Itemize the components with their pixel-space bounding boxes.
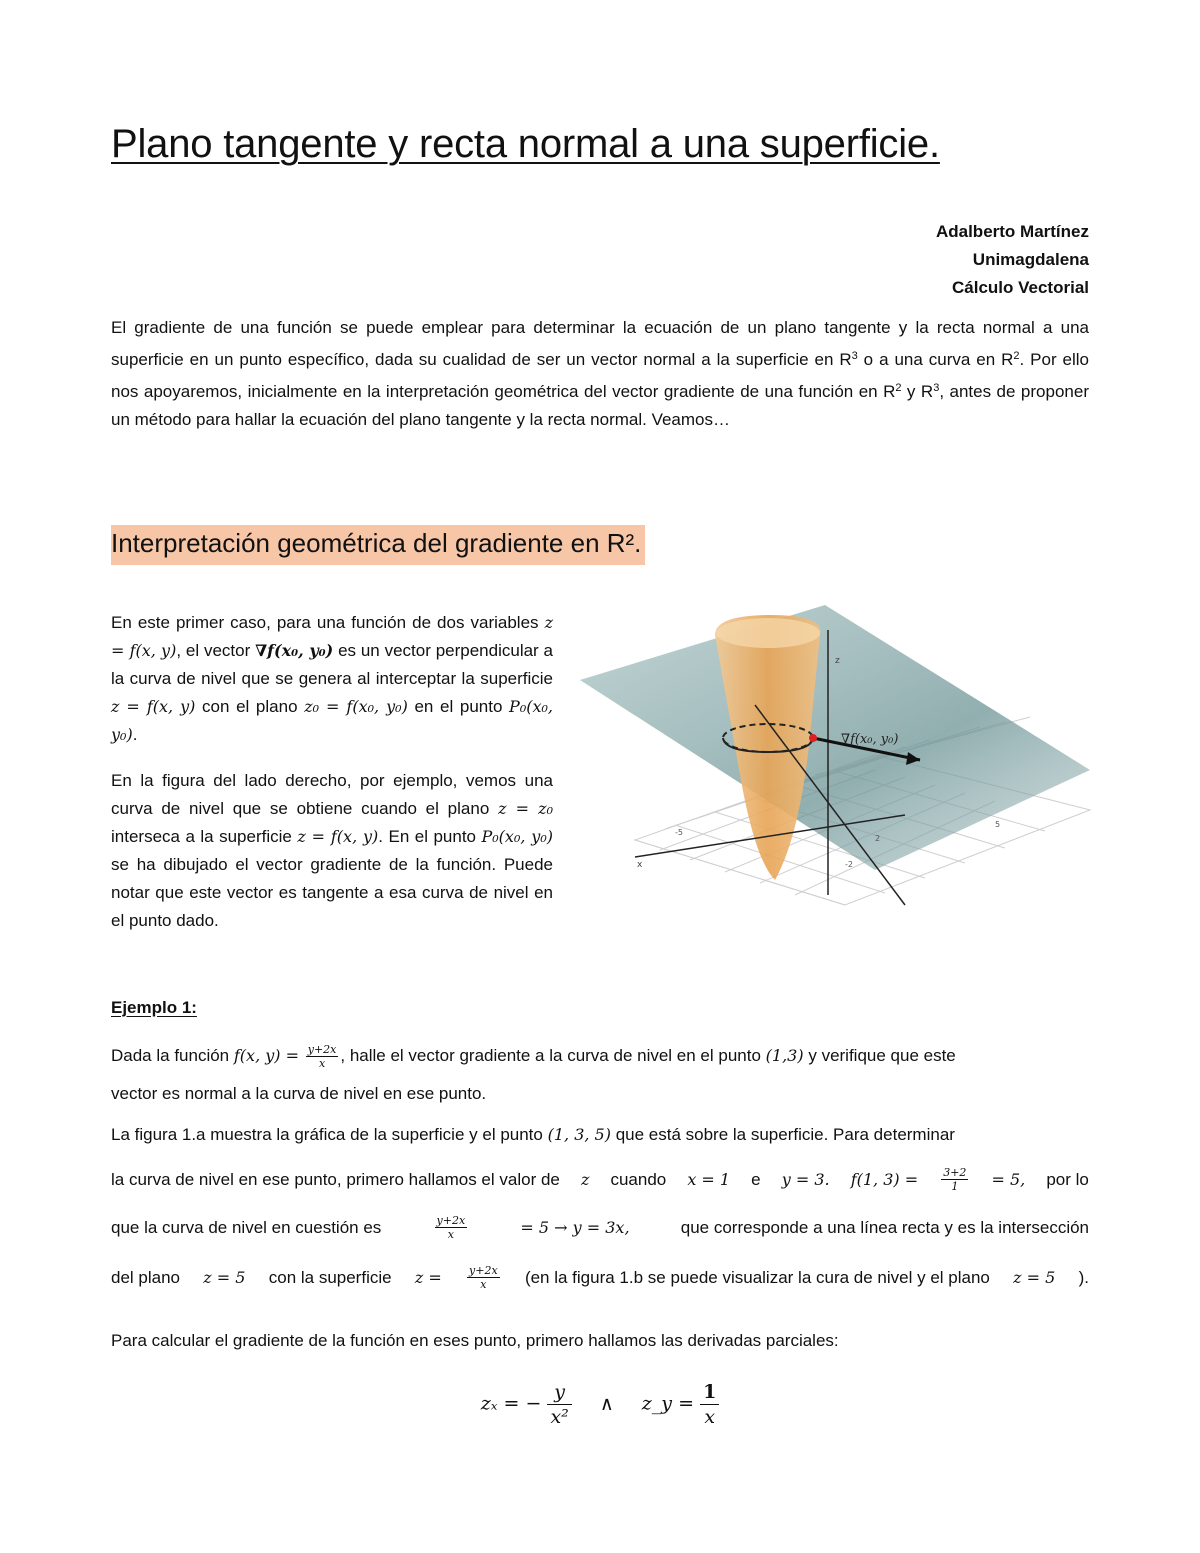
tick-label: -5 xyxy=(675,828,683,837)
example-line-5 xyxy=(111,1214,1089,1241)
text: que corresponde a una línea recta y es la intersección xyxy=(680,1217,1089,1237)
math-inline: = 5, xyxy=(991,1170,1026,1189)
text: cuando xyxy=(610,1169,667,1189)
text: Dada la función xyxy=(111,1045,230,1065)
tick-label: 2 xyxy=(875,834,881,843)
math-inline: z₀ = f(x₀, y₀) xyxy=(304,697,408,716)
example-title: Ejemplo 1: xyxy=(111,998,197,1017)
intro-text: y R xyxy=(901,382,934,401)
fraction-denominator: x² xyxy=(550,1406,569,1428)
text: (en la figura 1.b se puede visualizar la cura de nivel y el plano xyxy=(524,1267,990,1287)
example-line-7: Para calcular el gradiente de la función en eses punto, primero hallamos las derivadas parciales: xyxy=(111,1331,839,1350)
fraction-numerator: y xyxy=(547,1380,571,1405)
fraction xyxy=(306,1043,339,1070)
text: En este primer caso, para una función de dos variables xyxy=(111,613,539,632)
sup: 2 xyxy=(1013,350,1020,362)
intro-text: o a una curva en R xyxy=(857,350,1014,369)
math-inline: z = z₀ xyxy=(498,799,554,818)
sup: 3 xyxy=(851,350,858,362)
section-paragraph-1 xyxy=(111,609,553,749)
fraction-denominator: x xyxy=(318,1057,326,1070)
text: que está sobre la superficie. Para determinar xyxy=(615,1125,955,1144)
author-name: Adalberto Martínez xyxy=(935,222,1089,241)
text: con la superficie xyxy=(268,1267,392,1287)
text: interseca a la superficie xyxy=(111,827,292,846)
math-inline: z = f(x, y) xyxy=(111,613,553,660)
text: por lo xyxy=(1046,1169,1089,1189)
example-line-3 xyxy=(111,1125,1089,1145)
math-inline: z = xyxy=(414,1268,442,1287)
text: es un vector perpendicular a la curva de nivel que se genera al interceptar la superficie xyxy=(111,641,553,688)
math-inline: z xyxy=(580,1170,590,1189)
math-inline: f(1, 3) = xyxy=(850,1170,919,1189)
math-inline: z = f(x, y) xyxy=(297,827,379,846)
fraction-denominator: x xyxy=(480,1278,487,1291)
course-name: Cálculo Vectorial xyxy=(952,278,1089,297)
math-inline: x = 1 xyxy=(687,1170,731,1189)
text: En la figura del lado derecho, por ejemplo, vemos una curva de nivel que se obtiene cuando el plano xyxy=(111,771,553,818)
math-inline: (1, 3, 5) xyxy=(547,1125,611,1144)
gradient-label: ∇f(x₀, y₀) xyxy=(841,732,899,747)
surface-top xyxy=(716,618,820,648)
math-inline: f(x, y) = xyxy=(233,1045,300,1065)
fraction xyxy=(435,1214,468,1241)
fraction-numerator: y+2x xyxy=(307,1043,337,1056)
tick-label: 5 xyxy=(995,820,1001,829)
tick-label: -2 xyxy=(845,860,853,869)
fraction-denominator: x xyxy=(447,1228,454,1241)
text: se ha dibujado el vector gradiente de la función. Puede notar que este vector es tangente a esa curva de nivel en el punto dado. xyxy=(111,855,553,930)
fraction xyxy=(547,1380,571,1429)
fraction xyxy=(467,1264,500,1291)
intro-text: . Por ello nos apoyaremos, inicialmente en la interpretación geométrica del vector gradiente de una función en R xyxy=(111,350,1090,401)
text: , halle el vector gradiente a la curva de nivel en el punto xyxy=(340,1045,761,1065)
intro-text: El gradiente de una función se puede emplear para determinar la ecuación de un plano tangente y la recta normal a una superficie en un punto específico, dada su cualidad de ser un vector normal a la superficie en R xyxy=(111,318,1089,369)
fraction-numerator: y+2x xyxy=(436,1214,466,1227)
text: en el punto xyxy=(414,697,503,716)
fraction-numerator: 3+2 xyxy=(943,1166,967,1179)
fraction-denominator: 1 xyxy=(951,1180,959,1193)
example-line-6 xyxy=(111,1264,1089,1291)
fraction-numerator: 1 xyxy=(700,1380,719,1405)
partial-derivatives-equation xyxy=(0,1380,1200,1429)
point-p0 xyxy=(809,734,817,742)
fraction xyxy=(941,1166,968,1193)
axis-x-label: x xyxy=(637,860,643,870)
text: que la curva de nivel en cuestión es xyxy=(111,1217,382,1237)
text: , el vector xyxy=(176,641,251,660)
text: y verifique que este xyxy=(808,1045,956,1065)
math-inline: z = 5 xyxy=(203,1268,246,1287)
math-inline: P₀(x₀, y₀) xyxy=(111,697,553,744)
example-line-1 xyxy=(111,1043,1089,1070)
math-zy: z_y = xyxy=(641,1392,695,1415)
fraction xyxy=(700,1380,719,1429)
text: la curva de nivel en ese punto, primero hallamos el valor de xyxy=(111,1169,560,1189)
math-inline: z = 5 xyxy=(1013,1268,1056,1287)
math-inline: z = f(x, y) xyxy=(111,697,196,716)
wedge-symbol: ∧ xyxy=(599,1392,614,1415)
math-inline: = 5 → y = 3x, xyxy=(520,1218,630,1237)
section-heading: Interpretación geométrica del gradiente en R². xyxy=(111,525,645,565)
math-inline: ∇f(x₀, y₀) xyxy=(255,641,334,660)
author-block xyxy=(936,218,1089,302)
intro-paragraph xyxy=(111,314,1089,434)
axis-z-label: z xyxy=(835,656,840,666)
text: ). xyxy=(1078,1267,1089,1287)
sup: 2 xyxy=(895,382,902,394)
section-paragraph-2 xyxy=(111,767,553,935)
text: con el plano xyxy=(202,697,298,716)
math-inline: P₀(x₀, y₀) xyxy=(481,827,553,846)
text: La figura 1.a muestra la gráfica de la superficie y el punto xyxy=(111,1125,543,1144)
fraction-denominator: x xyxy=(704,1406,716,1428)
text: del plano xyxy=(111,1267,181,1287)
intro-text: , antes de proponer un método para hallar la ecuación del plano tangente y la recta normal. Veamos… xyxy=(111,382,1089,429)
page-title: Plano tangente y recta normal a una superficie. xyxy=(111,122,940,166)
math-inline: (1,3) xyxy=(765,1045,804,1065)
example-line-2: vector es normal a la curva de nivel en ese punto. xyxy=(111,1084,487,1103)
tangent-plane xyxy=(580,605,1090,870)
gradient-figure xyxy=(575,605,1095,915)
text: . xyxy=(132,725,138,744)
institution: Unimagdalena xyxy=(972,250,1089,269)
math-inline: y = 3. xyxy=(781,1170,830,1189)
example-line-4 xyxy=(111,1166,1089,1193)
sup: 3 xyxy=(933,382,940,394)
text: . En el punto xyxy=(378,827,477,846)
math-zx: zₓ = − xyxy=(480,1392,542,1415)
fraction-numerator: y+2x xyxy=(469,1264,498,1277)
text: e xyxy=(751,1169,761,1189)
